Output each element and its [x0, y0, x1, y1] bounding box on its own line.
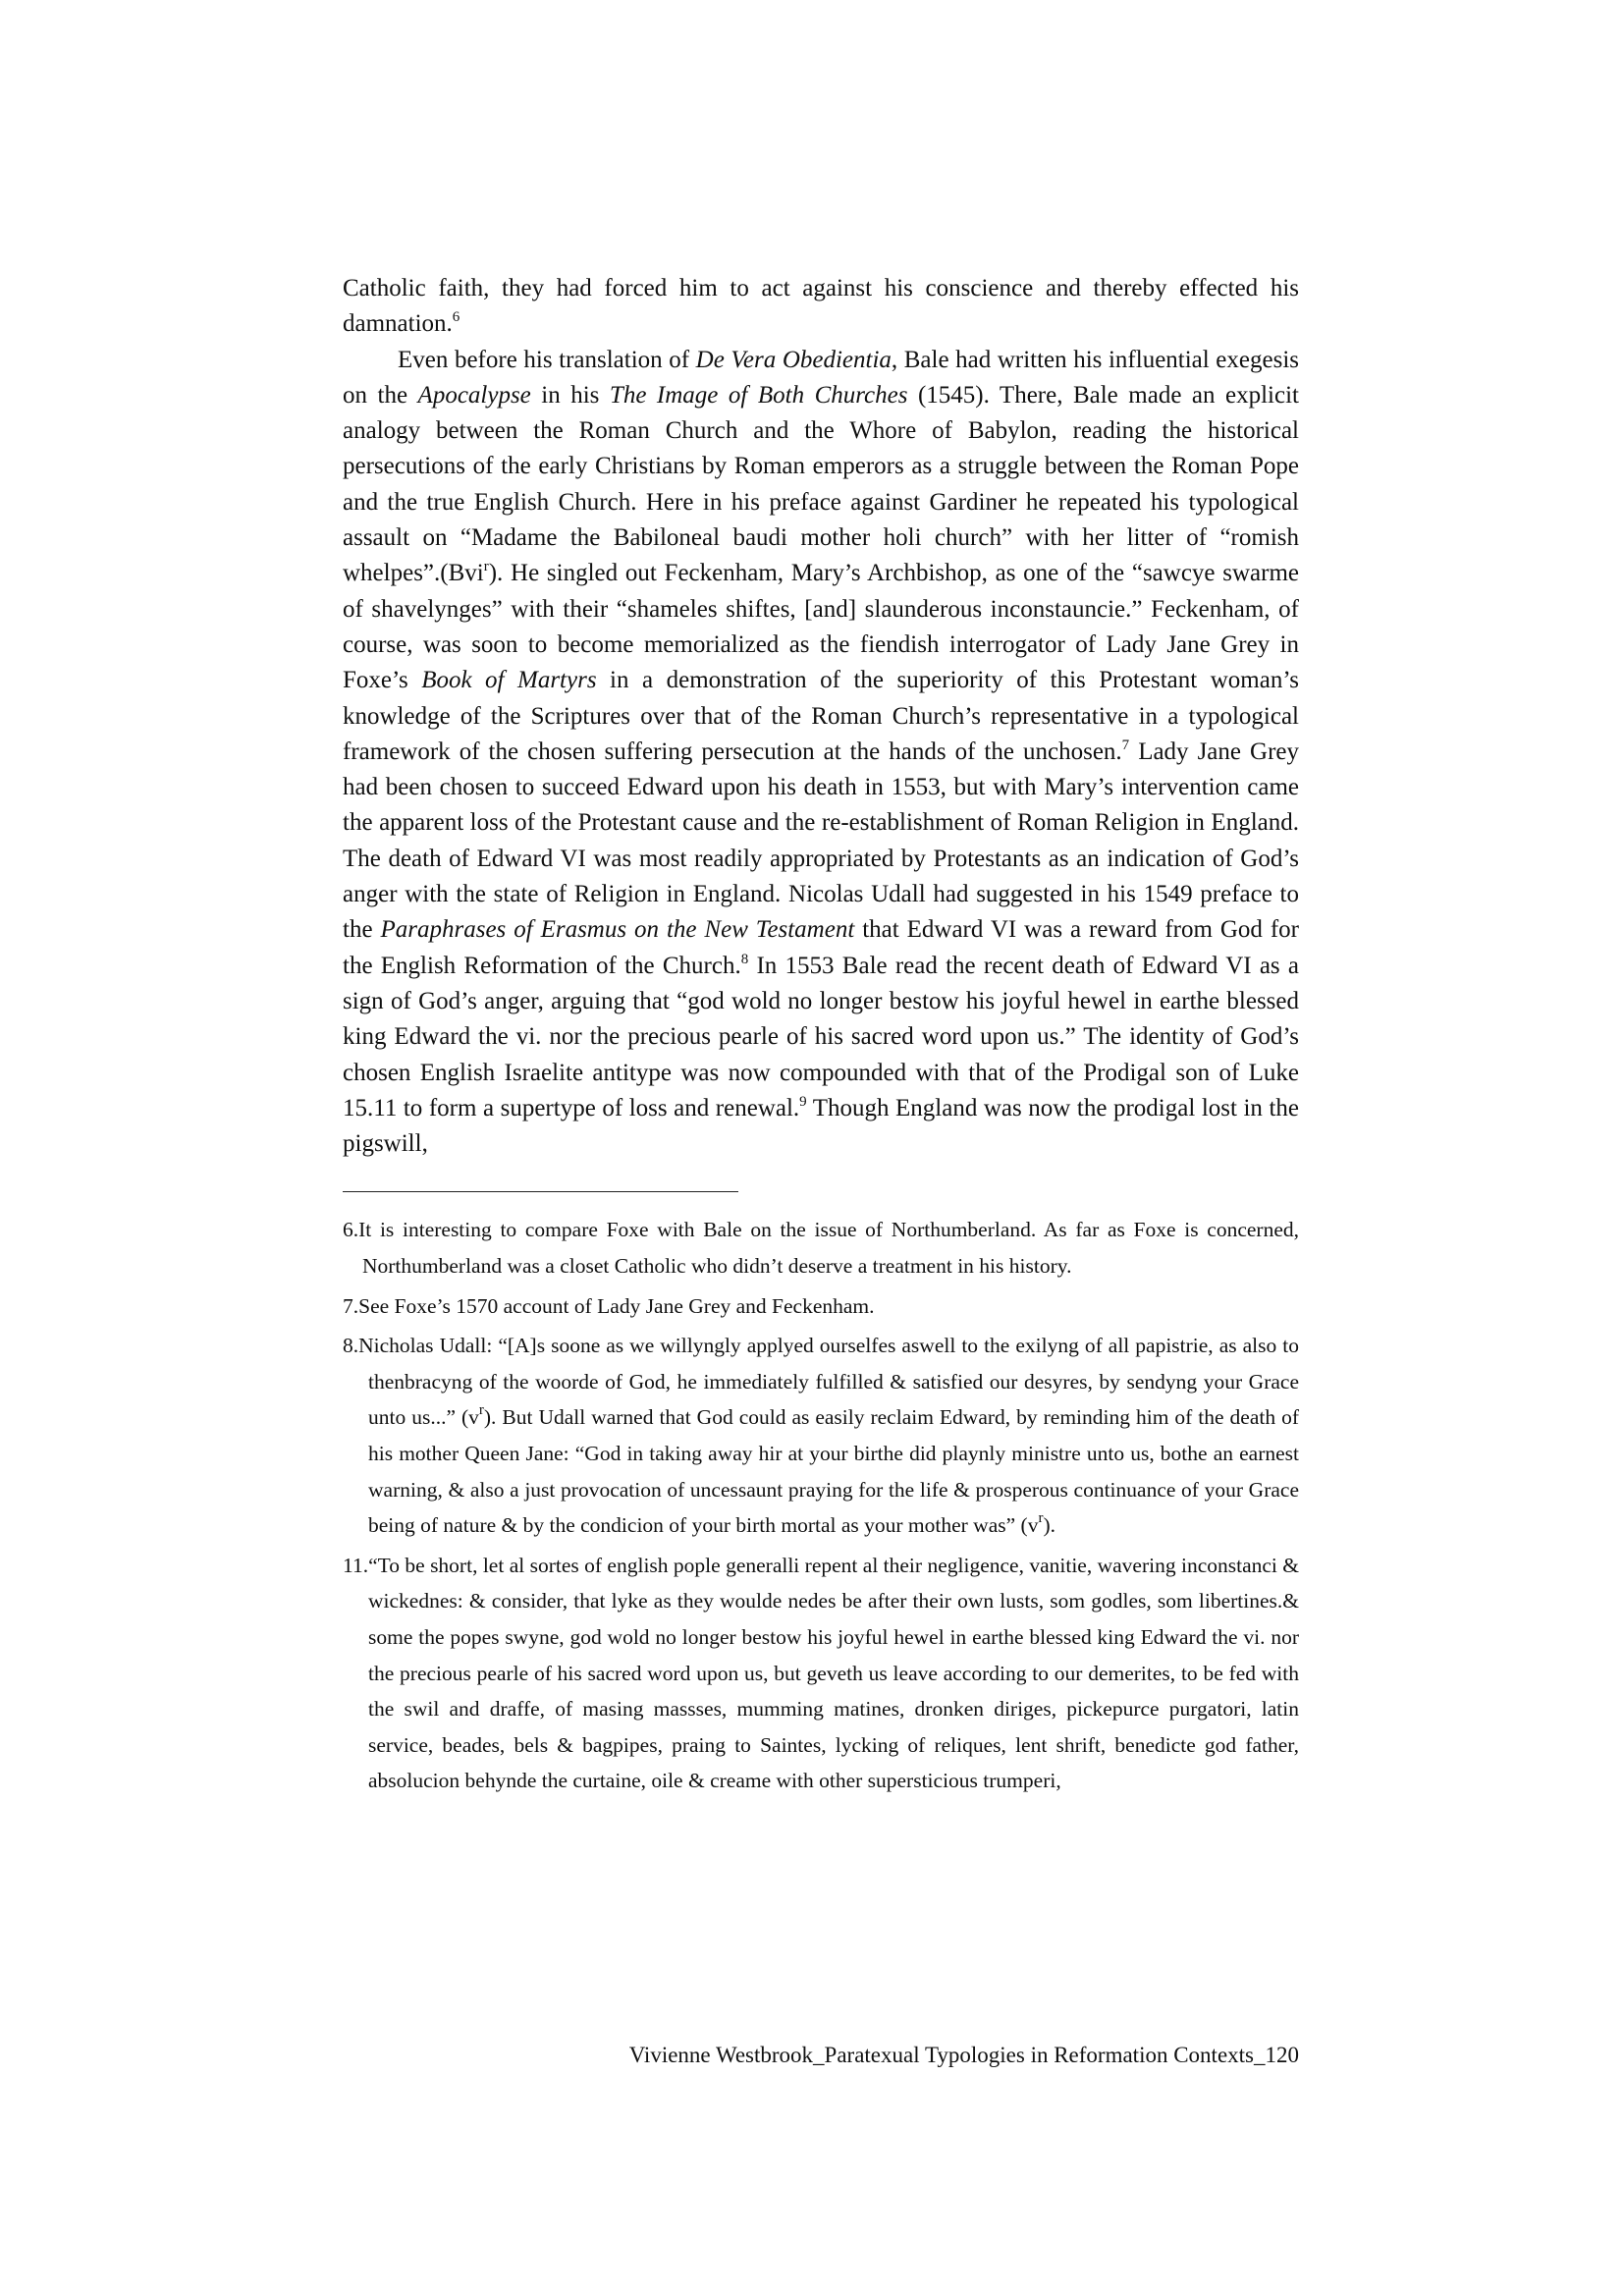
text-run: ). He singled out Feckenham, Mary’s Archbishop, as one of the “sawcye swarme of shavelynges” with their “shameles shiftes, [and] slaunderous inconstauncie.” Feckenham, of course, was soon to become memorialized as the fiendish interrogator of Lady Jane Grey in Foxe’s	[343, 560, 1299, 694]
footnote-text: Nicholas Udall: “[A]s soone as we willyngly applyed ourselfes aswell to the exilyng of all papistrie, as also to thenbracyng of the woorde of God, he immediately fulfilled & satisfied our desyres, by sendyng your Grace unto us...” (v	[358, 1334, 1299, 1430]
footnote-ref-6[interactable]: 6	[452, 309, 460, 326]
footnote-ref-7[interactable]: 7	[1121, 737, 1130, 753]
footnote-separator	[343, 1191, 738, 1192]
footnote-number: 11.	[343, 1553, 369, 1577]
superscript-recto: r	[478, 1402, 484, 1419]
footnote-11	[343, 1548, 1299, 1799]
footnote-text: ). But Udall warned that God could as easily reclaim Edward, by reminding him of the death of his mother Queen Jane: “God in taking away hir at your birthe did playnly ministre unto us, bothe an earnest warning, & also a just provocation of uncessaunt praying for the life & prosperous continuance of your Grace being of nature & by the condicion of your birth mortal as your mother was” (v	[368, 1405, 1299, 1538]
footnote-number: 6.	[343, 1218, 359, 1242]
footnote-ref-8[interactable]: 8	[740, 951, 749, 967]
footnote-number: 7.	[343, 1293, 359, 1318]
text-run: in his	[530, 381, 610, 409]
text-run: Even before his translation of	[398, 346, 696, 373]
text-run: Lady Jane Grey had been chosen to succeed Edward upon his death in 1553, but with Mary’s intervention came the apparent loss of the Protestant cause and the re-establishment of Roman Religion in England. The death of Edward VI was most readily appropriated by Protestants as an indication of God’s anger with the state of Religion in England. Nicolas Udall had suggested in his 1549 preface to the	[343, 738, 1299, 944]
superscript-recto: r	[1038, 1510, 1044, 1527]
running-footer: Vivienne Westbrook_Paratexual Typologies in Reformation Contexts_120	[628, 2043, 1299, 2067]
paragraph-continued	[343, 271, 1299, 343]
text-run: in a demonstration of the superiority of this Protestant woman’s knowledge of the Scriptures over that of the Roman Church’s representative in a typological framework of the chosen suffering persecution at the hands of the unchosen.	[343, 667, 1299, 765]
footnote-ref-9[interactable]: 9	[799, 1093, 807, 1110]
footnote-7	[343, 1288, 1299, 1325]
footnote-text: ).	[1043, 1513, 1055, 1538]
text-run: Catholic faith, they had forced him to act against his conscience and thereby effected his damnation.	[343, 275, 1299, 338]
title-apocalypse: Apocalypse	[417, 381, 531, 409]
footnotes	[343, 1212, 1299, 1799]
main-text	[343, 271, 1299, 1162]
footnote-8	[343, 1328, 1299, 1544]
text-run: Though England was now the prodigal lost in the pigswill,	[343, 1094, 1300, 1158]
title-image-of-both-churches: The Image of Both Churches	[609, 381, 908, 409]
superscript-recto: r	[483, 559, 489, 575]
page-content	[343, 271, 1299, 1799]
title-paraphrases-of-erasmus: Paraphrases of Erasmus on the New Testament	[380, 916, 855, 944]
text-run: (1545). There, Bale made an explicit analogy between the Roman Church and the Whore of Babylon, reading the historical persecutions of the early Christians by Roman emperors as a struggle between the Roman Pope and the true English Church. Here in his preface against Gardiner he repeated his typological assault on “Madame the Babiloneal baudi mother holi church” with her litter of “romish whelpes”.(Bvi	[343, 381, 1299, 587]
title-book-of-martyrs: Book of Martyrs	[421, 667, 597, 694]
text-run: , Bale had written his influential exegesis on the	[343, 346, 1299, 409]
footnote-6	[343, 1212, 1299, 1284]
footnote-text: “To be short, let al sortes of english pople generalli repent al their negligence, vanitie, wavering inconstanci & wickednes: & consider, that lyke as they woulde nedes be after their own lusts, som godles, som libertines.& some the popes swyne, god wold no longer bestow his joyful hewel in earthe blessed king Edward the vi. nor the precious pearle of his sacred word upon us, but geveth us leave according to our demerites, to be fed with the swil and draffe, of masing massses, mumming matines, dronken diriges, pickepurce purgatori, latin service, beades, bels & bagpipes, praing to Saintes, lycking of reliques, lent shrift, benedicte god father, absolucion behynde the curtaine, oile & creame with other supersticious trumperi,	[368, 1553, 1299, 1793]
title-de-vera-obedientia: De Vera Obedientia	[695, 346, 892, 373]
text-run: that Edward VI was a reward from God for the English Reformation of the Church.	[343, 916, 1299, 979]
footnote-text: See Foxe’s 1570 account of Lady Jane Grey and Feckenham.	[358, 1293, 875, 1318]
text-run: In 1553 Bale read the recent death of Edward VI as a sign of God’s anger, arguing that “god wold no longer bestow his joyful hewel in earthe blessed king Edward the vi. nor the precious pearle of his sacred word upon us.” The identity of God’s chosen English Israelite antitype was now compounded with that of the Prodigal son of Luke 15.11 to form a supertype of loss and renewal.	[343, 952, 1299, 1121]
paragraph-bale	[343, 343, 1299, 1163]
footnote-text: It is interesting to compare Foxe with Bale on the issue of Northumberland. As far as Foxe is concerned, Northumberland was a closet Catholic who didn’t deserve a treatment in his history.	[358, 1218, 1299, 1279]
footnote-number: 8.	[343, 1334, 359, 1358]
